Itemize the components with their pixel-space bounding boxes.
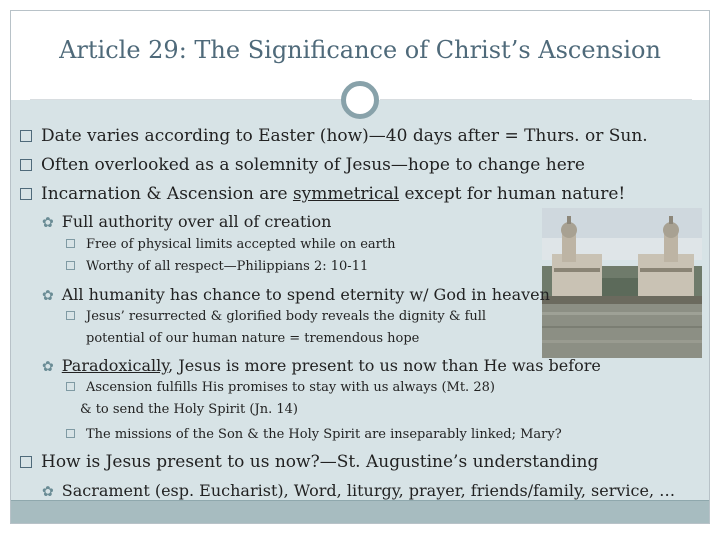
bullet-text: Date varies according to Easter (how)—40 days after = Thurs. or Sun. — [41, 126, 648, 146]
bullet-level2 — [42, 356, 601, 375]
bullet-level3 — [66, 237, 395, 252]
bullet-level1 — [20, 452, 598, 472]
square-bullet-icon — [20, 456, 32, 468]
square-bullet-icon — [20, 130, 32, 142]
bullet-text: Often overlooked as a solemnity of Jesus—hope to change here — [41, 155, 585, 175]
bullet-continuation: & to send the Holy Spirit (Jn. 14) — [80, 402, 298, 417]
bullet-text: except for human nature! — [399, 184, 626, 204]
bullet-text: Worthy of all respect—Philippians 2: 10-11 — [86, 259, 369, 274]
small-square-bullet-icon — [66, 261, 75, 270]
bullet-text: The missions of the Son & the Holy Spirit are inseparably linked; Mary? — [86, 427, 562, 442]
square-bullet-icon — [20, 188, 32, 200]
bullet-level1 — [20, 155, 585, 175]
bullet-level1 — [20, 126, 648, 146]
flower-bullet-icon: ✿ — [42, 359, 54, 375]
small-square-bullet-icon — [66, 239, 75, 248]
bullet-text: Incarnation & Ascension are — [41, 184, 293, 204]
flower-bullet-icon: ✿ — [42, 215, 54, 231]
bullet-text: Jesus’ resurrected & glorified body reveals the dignity & full — [86, 309, 487, 324]
bullet-text: Full authority over all of creation — [61, 212, 332, 231]
small-square-bullet-icon — [66, 429, 75, 438]
old-royal-naval-college-photo — [542, 208, 702, 358]
emphasis-text: Paradoxically — [61, 356, 169, 375]
bullet-text: All humanity has chance to spend eternity w/ God in heaven — [61, 285, 550, 304]
bullet-continuation: potential of our human nature = tremendous hope — [86, 331, 420, 346]
bullet-level2 — [42, 285, 550, 304]
small-square-bullet-icon — [66, 382, 75, 391]
bullet-level2 — [42, 481, 675, 500]
square-bullet-icon — [20, 159, 32, 171]
bullet-level3 — [66, 259, 368, 274]
bullet-text: Free of physical limits accepted while on earth — [86, 237, 396, 252]
bullet-text: , Jesus is more present to us now than He was before — [168, 356, 601, 375]
footer-band — [11, 501, 709, 523]
bullet-level2 — [42, 212, 331, 231]
flower-bullet-icon: ✿ — [42, 288, 54, 304]
ring-icon — [341, 81, 379, 119]
bullet-text: Ascension fulfills His promises to stay with us always (Mt. 28) — [86, 380, 495, 395]
bullet-text: Sacrament (esp. Eucharist), Word, liturgy, prayer, friends/family, service, … — [61, 481, 676, 500]
small-square-bullet-icon — [66, 311, 75, 320]
bullet-level3 — [66, 309, 486, 324]
emphasis-text: symmetrical — [292, 184, 400, 204]
slide-title: Article 29: The Significance of Christ’s Ascension — [59, 36, 661, 64]
flower-bullet-icon: ✿ — [42, 484, 54, 500]
bullet-level3 — [66, 427, 562, 442]
bullet-text: How is Jesus present to us now?—St. Augustine’s understanding — [41, 452, 599, 472]
bullet-level1 — [20, 184, 625, 204]
bullet-level3 — [66, 380, 495, 395]
